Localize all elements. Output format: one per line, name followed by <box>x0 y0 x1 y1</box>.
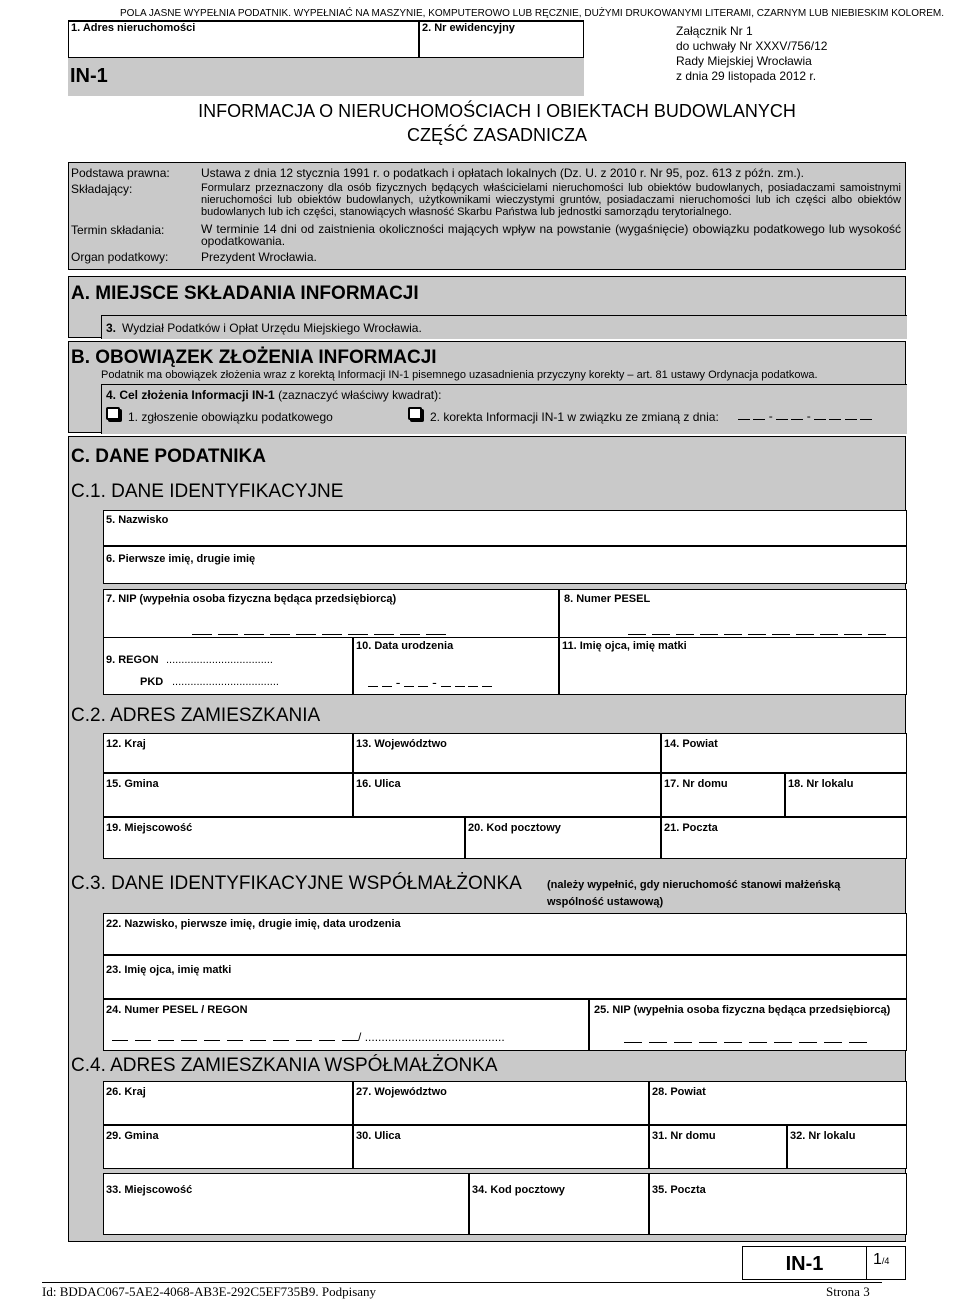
spouse-pesel-boxes: / .......................................... <box>112 1030 505 1044</box>
legal-basis-label: Podstawa prawna: <box>71 166 170 180</box>
spouse-voivodeship-field[interactable]: 27. Województwo <box>353 1081 649 1125</box>
municipality-field[interactable]: 15. Gmina <box>103 773 353 817</box>
spouse-nip-boxes <box>624 1030 867 1048</box>
page-label: Strona 3 <box>826 1284 870 1299</box>
purpose-box <box>101 384 907 434</box>
section-a <box>68 276 906 338</box>
pesel-field[interactable]: 8. Numer PESEL <box>559 589 907 641</box>
section-b-title: B. OBOWIĄZEK ZŁOŻENIA INFORMACJI <box>71 347 437 368</box>
spouse-house-number-field[interactable]: 31. Nr domu <box>649 1125 787 1169</box>
birth-date-boxes: - - <box>368 674 492 690</box>
section-c <box>68 436 906 1242</box>
document-id: Id: BDDAC067-5AE2-4068-AB3E-292C5EF735B9. Podpisany <box>42 1284 377 1299</box>
spouse-post-office-field[interactable]: 35. Poczta <box>649 1173 907 1235</box>
submission-place-num: 3. <box>106 321 117 335</box>
parents-names-field[interactable]: 11. Imię ojca, imię matki <box>559 637 907 695</box>
house-number-field[interactable]: 17. Nr domu <box>661 773 785 817</box>
option1-label: 1. zgłoszenie obowiązku podatkowego <box>128 410 333 424</box>
footer-code-box <box>742 1246 906 1280</box>
county-field[interactable]: 14. Powiat <box>661 733 907 773</box>
legal-basis: Ustawa z dnia 12 stycznia 1991 r. o podatkach i opłatach lokalnych (Dz. U. z 2010 r. Nr 95, poz. 613 z późn. zm.). <box>201 166 804 180</box>
correction-date-field[interactable]: - - <box>738 409 872 423</box>
spouse-country-field[interactable]: 26. Kraj <box>103 1081 353 1125</box>
registry-number-label: 2. Nr ewidencyjny <box>422 22 515 34</box>
submission-place-text: Wydział Podatków i Opłat Urzędu Miejskiego Wrocławia. <box>122 321 422 335</box>
country-field[interactable]: 12. Kraj <box>103 733 353 773</box>
birth-date-field[interactable]: 10. Data urodzenia - - <box>353 637 559 695</box>
locality-field[interactable]: 19. Miejscowość <box>103 817 465 859</box>
submitter-text: Formularz przeznaczony dla osób fizycznych będących właścicielami nieruchomości lub obiektów budowlanych, posiadaczami samoistnymi nieruchomości lub obiektów budowlanych, użytkownikami wieczystymi gruntów, posiadaczami nieruchomości lub ich części albo obiektów budowlanych lub ich części, stanowiących własność Skarbu Państwa lub jednostki samorządu terytorialnego. <box>201 182 901 218</box>
header-block <box>68 20 584 96</box>
spouse-flat-number-field[interactable]: 32. Nr lokalu <box>787 1125 907 1169</box>
regon-field[interactable]: 9. REGON ................................... PKD ................................... <box>103 637 353 695</box>
info-block <box>68 162 906 270</box>
authority-text: Prezydent Wrocławia. <box>201 250 317 264</box>
deadline-text: W terminie 14 dni od zaistnienia okoliczności mających wpływ na powstanie (wygaśnięcie) obowiązku podatkowego lub wysokość opodatkowania. <box>201 222 901 248</box>
section-b <box>68 341 906 433</box>
surname-field[interactable]: 5. Nazwisko <box>103 510 907 546</box>
option1-checkbox[interactable] <box>106 407 120 420</box>
deadline-label: Termin składania: <box>71 223 165 237</box>
postal-code-field[interactable]: 20. Kod pocztowy <box>465 817 661 859</box>
section-c-title: C. DANE PODATNIKA <box>71 446 266 467</box>
registry-number-field[interactable] <box>419 21 584 58</box>
purpose-label: 4. Cel złożenia Informacji IN-1 (zaznaczyć właściwy kwadrat): <box>106 388 442 402</box>
flat-number-field[interactable]: 18. Nr lokalu <box>785 773 907 817</box>
submission-place <box>101 315 907 339</box>
section-a-title: A. MIEJSCE SKŁADANIA INFORMACJI <box>71 283 419 304</box>
footer-divider <box>42 1282 882 1283</box>
voivodeship-field[interactable]: 13. Województwo <box>353 733 661 773</box>
spouse-municipality-field[interactable]: 29. Gmina <box>103 1125 353 1169</box>
spouse-postal-code-field[interactable]: 34. Kod pocztowy <box>469 1173 649 1235</box>
footer-form-code: IN-1 <box>743 1247 867 1279</box>
c3-note: (należy wypełnić, gdy nieruchomość stanowi małżeńską wspólność ustawową) <box>547 879 841 908</box>
post-office-field[interactable]: 21. Poczta <box>661 817 907 859</box>
c1-title: C.1. DANE IDENTYFIKACYJNE <box>71 481 344 502</box>
spouse-nip-field[interactable]: 25. NIP (wypełnia osoba fizyczna będąca przedsiębiorcą) <box>589 999 907 1051</box>
option2-label: 2. korekta Informacji IN-1 w związku ze zmianą z dnia: <box>430 410 719 424</box>
spouse-parents-field[interactable]: 23. Imię ojca, imię matki <box>103 955 907 999</box>
spouse-street-field[interactable]: 30. Ulica <box>353 1125 649 1169</box>
first-names-field[interactable]: 6. Pierwsze imię, drugie imię <box>103 546 907 584</box>
form-subtitle: CZĘŚĆ ZASADNICZA <box>406 125 588 145</box>
authority-label: Organ podatkowy: <box>71 250 169 264</box>
nip-field[interactable]: 7. NIP (wypełnia osoba fizyczna będąca przedsiębiorcą) <box>103 589 559 641</box>
street-field[interactable]: 16. Ulica <box>353 773 661 817</box>
spouse-name-field[interactable]: 22. Nazwisko, pierwsze imię, drugie imię, data urodzenia <box>103 913 907 955</box>
spouse-pesel-regon-field[interactable]: 24. Numer PESEL / REGON / .......................................... <box>103 999 589 1051</box>
fill-instruction: POLA JASNE WYPEŁNIA PODATNIK. WYPEŁNIAĆ NA MASZYNIE, KOMPUTEROWO LUB RĘCZNIE, DUŻYMI DRUKOWANYMI LITERAMI, CZARNYM LUB NIEBIESKIM KOLOREM. <box>120 8 945 19</box>
footer-page-number: 1/4 <box>873 1251 890 1268</box>
option2-checkbox[interactable] <box>408 407 422 420</box>
c2-title: C.2. ADRES ZAMIESZKANIA <box>71 705 321 726</box>
form-title: INFORMACJA O NIERUCHOMOŚCIACH I OBIEKTACH BUDOWLANYCH <box>198 101 796 121</box>
spouse-locality-field[interactable]: 33. Miejscowość <box>103 1173 469 1235</box>
c4-title: C.4. ADRES ZAMIESZKANIA WSPÓŁMAŁŻONKA <box>71 1055 498 1076</box>
form-code: IN-1 <box>70 65 108 87</box>
spouse-county-field[interactable]: 28. Powiat <box>649 1081 907 1125</box>
submitter-label: Składający: <box>71 182 133 196</box>
section-b-text: Podatnik ma obowiązek złożenia wraz z korektą Informacji IN-1 pisemnego uzasadnienia przyczyny korekty – art. 81 ustawy Ordynacja podatkowa. <box>101 369 818 381</box>
address-field[interactable] <box>68 21 419 58</box>
c3-title: C.3. DANE IDENTYFIKACYJNE WSPÓŁMAŁŻONKA <box>71 873 522 894</box>
address-field-label: 1. Adres nieruchomości <box>71 22 196 34</box>
attachment-note: Załącznik Nr 1 do uchwały Nr XXXV/756/12 Rady Miejskiej Wrocławia z dnia 29 listopada 2012 r. <box>676 24 828 83</box>
